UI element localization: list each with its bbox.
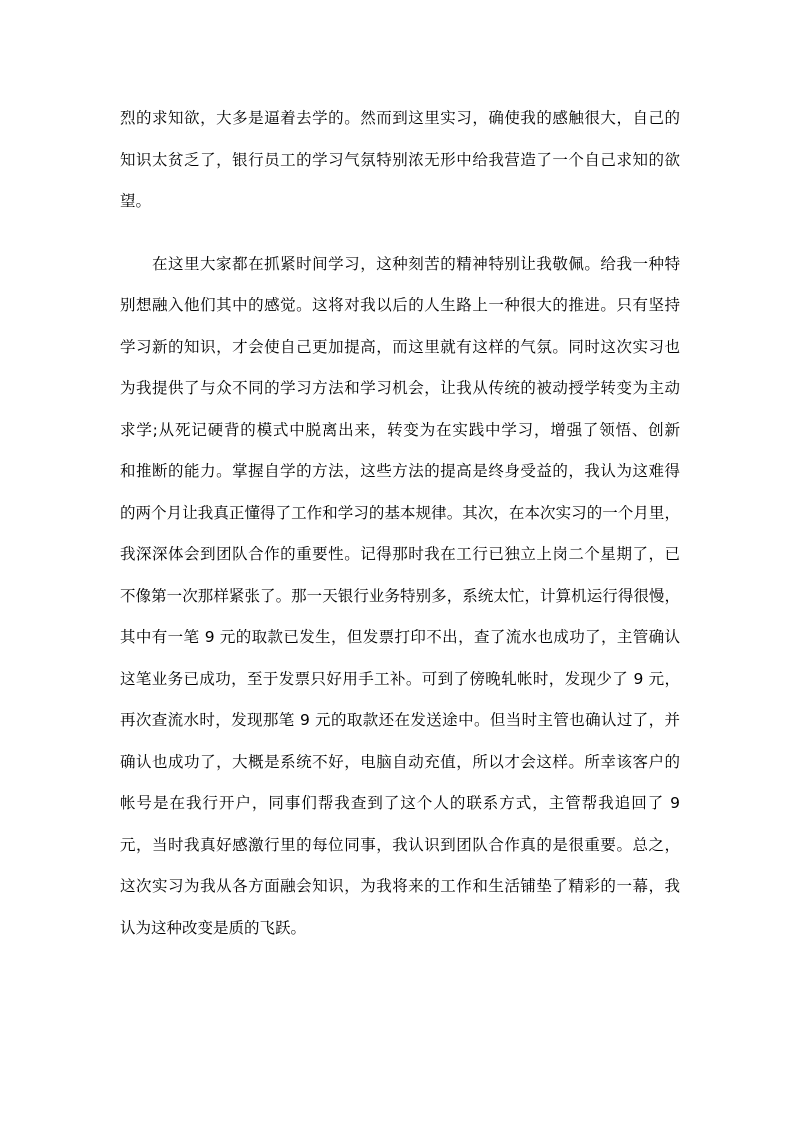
paragraph-2-line-3: 学习新的知识，才会使自己更加提高，而这里就有这样的气氛。同时这次实习也 — [120, 338, 680, 356]
paragraph-2-line-15: 元，当时我真好感激行里的每位同事，我认识到团队合作真的是很重要。总之， — [120, 836, 680, 854]
paragraph-1-line-1: 烈的求知欲，大多是逼着去学的。然而到这里实习，确使我的感触很大，自己的 — [120, 109, 680, 127]
paragraph-2-line-11: 这笔业务已成功，至于发票只好用手工补。可到了傍晚轧帐时，发现少了 9 元， — [120, 670, 680, 688]
paragraph-2-line-14: 帐号是在我行开户，同事们帮我查到了这个人的联系方式，主管帮我追回了 9 — [120, 794, 680, 812]
paragraph-2-line-8: 我深深体会到团队合作的重要性。记得那时我在工行已独立上岗二个星期了，已 — [120, 545, 680, 563]
paragraph-2-line-5: 求学;从死记硬背的模式中脱离出来，转变为在实践中学习，增强了领悟、创新 — [120, 421, 680, 439]
paragraph-2-line-10: 其中有一笔 9 元的取款已发生，但发票打印不出，查了流水也成功了，主管确认 — [120, 628, 680, 646]
paragraph-2-line-12: 再次查流水时，发现那笔 9 元的取款还在发送途中。但当时主管也确认过了，并 — [120, 711, 680, 729]
paragraph-2-line-13: 确认也成功了，大概是系统不好，电脑自动充值，所以才会这样。所幸该客户的 — [120, 753, 680, 771]
paragraph-2-line-9: 不像第一次那样紧张了。那一天银行业务特别多，系统太忙，计算机运行得很慢， — [120, 587, 680, 605]
paragraph-2-line-6: 和推断的能力。掌握自学的方法，这些方法的提高是终身受益的，我认为这难得 — [120, 462, 680, 480]
paragraph-1-line-3: 望。 — [120, 192, 152, 210]
paragraph-1-line-2: 知识太贫乏了，银行员工的学习气氛特别浓无形中给我营造了一个自己求知的欲 — [120, 151, 680, 169]
paragraph-2-line-7: 的两个月让我真正懂得了工作和学习的基本规律。其次，在本次实习的一个月里， — [120, 504, 680, 522]
paragraph-2-line-1: 在这里大家都在抓紧时间学习，这种刻苦的精神特别让我敬佩。给我一种特 — [152, 255, 680, 273]
paragraph-2-line-16: 这次实习为我从各方面融会知识，为我将来的工作和生活铺垫了精彩的一幕，我 — [120, 877, 680, 895]
paragraph-2-line-17: 认为这种改变是质的飞跃。 — [120, 919, 307, 937]
paragraph-2-line-4: 为我提供了与众不同的学习方法和学习机会，让我从传统的被动授学转变为主动 — [120, 379, 680, 397]
paragraph-2-line-2: 别想融入他们其中的感觉。这将对我以后的人生路上一种很大的推进。只有坚持 — [120, 296, 680, 314]
